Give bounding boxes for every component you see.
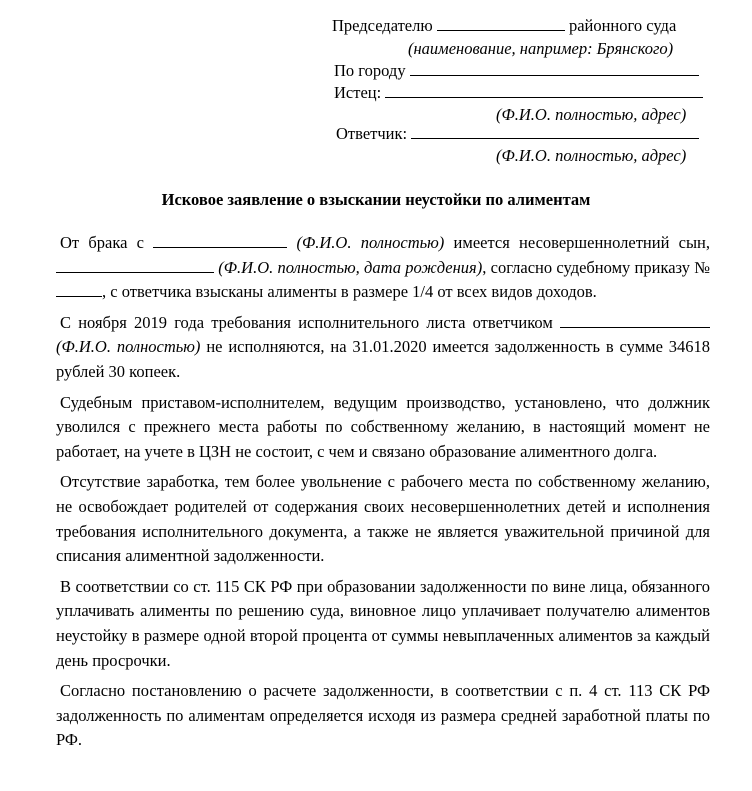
addressee-label: Председателю bbox=[332, 16, 433, 35]
p1-text-c: , согласно судебному приказу № bbox=[482, 257, 710, 277]
defendant-blank bbox=[411, 124, 699, 139]
document-title: Исковое заявление о взыскании неустойки по алиментам bbox=[161, 190, 591, 209]
paragraph-1 bbox=[56, 231, 710, 305]
city-line bbox=[334, 61, 699, 81]
plaintiff-hint: (Ф.И.О. полностью, адрес) bbox=[496, 105, 687, 124]
defendant-label: Ответчик: bbox=[336, 124, 408, 143]
paragraph-3: Судебным приставом-исполнителем, ведущим производство, установлено, что должник уволился с прежнего места работы по собственному желанию, в настоящий момент не работает, на учете в ЦЗН не состоит, с чем и связано образование алиментного долга. bbox=[56, 392, 710, 461]
defendant-line bbox=[336, 124, 699, 144]
document-body bbox=[56, 231, 710, 759]
addressee-line bbox=[332, 16, 676, 36]
p1-hint-2: (Ф.И.О. полностью, дата рождения) bbox=[218, 257, 483, 277]
p1-hint-1: (Ф.И.О. полностью) bbox=[296, 233, 445, 252]
paragraph-5: В соответствии со ст. 115 СК РФ при образовании задолженности по вине лица, обязанного уплачивать алименты по решению суда, виновное лицо уплачивает получателю алиментов неустойку в размере одной второй процента от суммы невыплаченных алиментов за каждый день просрочки. bbox=[56, 576, 710, 670]
court-suffix: районного суда bbox=[568, 16, 677, 35]
court-blank bbox=[437, 16, 565, 31]
defendant-hint: (Ф.И.О. полностью, адрес) bbox=[496, 146, 687, 165]
p1-blank-1 bbox=[153, 233, 287, 248]
plaintiff-label: Истец: bbox=[334, 83, 382, 102]
p2-text-a: С ноября 2019 года требования исполнительного листа ответчиком bbox=[60, 312, 553, 332]
plaintiff-blank bbox=[385, 83, 703, 98]
paragraph-2 bbox=[56, 311, 710, 385]
court-hint: (наименование, например: Брянского) bbox=[408, 39, 674, 58]
p1-text-b: имеется несовершеннолетний сын, bbox=[453, 233, 711, 252]
city-blank bbox=[410, 61, 699, 76]
p1-blank-2 bbox=[56, 258, 214, 273]
paragraph-6: Согласно постановлению о расчете задолженности, в соответствии с п. 4 ст. 113 СК РФ задолженность по алиментам определяется исходя из размера средней заработной платы по РФ. bbox=[56, 681, 710, 750]
paragraph-4: Отсутствие заработка, тем более увольнение с рабочего места по собственному желанию, не освобождает родителей от содержания своих несовершеннолетних детей и исполнения требования исполнительного документа, а также не является уважительной причиной для списания алиментной задолженности. bbox=[56, 472, 710, 566]
p2-blank bbox=[560, 313, 710, 328]
city-label: По городу bbox=[334, 61, 406, 80]
p2-hint: (Ф.И.О. полностью) bbox=[56, 337, 201, 357]
p2-text-b: не исполняются, на 31.01.2020 имеется задолженность в сумме 34618 рублей 30 копеек. bbox=[56, 337, 711, 381]
p1-text-a: От брака с bbox=[60, 233, 154, 252]
p1-text-d: , с ответчика взысканы алименты в размере 1/4 от всех видов доходов. bbox=[102, 282, 597, 302]
p1-blank-3 bbox=[56, 282, 102, 297]
plaintiff-line bbox=[334, 83, 703, 103]
